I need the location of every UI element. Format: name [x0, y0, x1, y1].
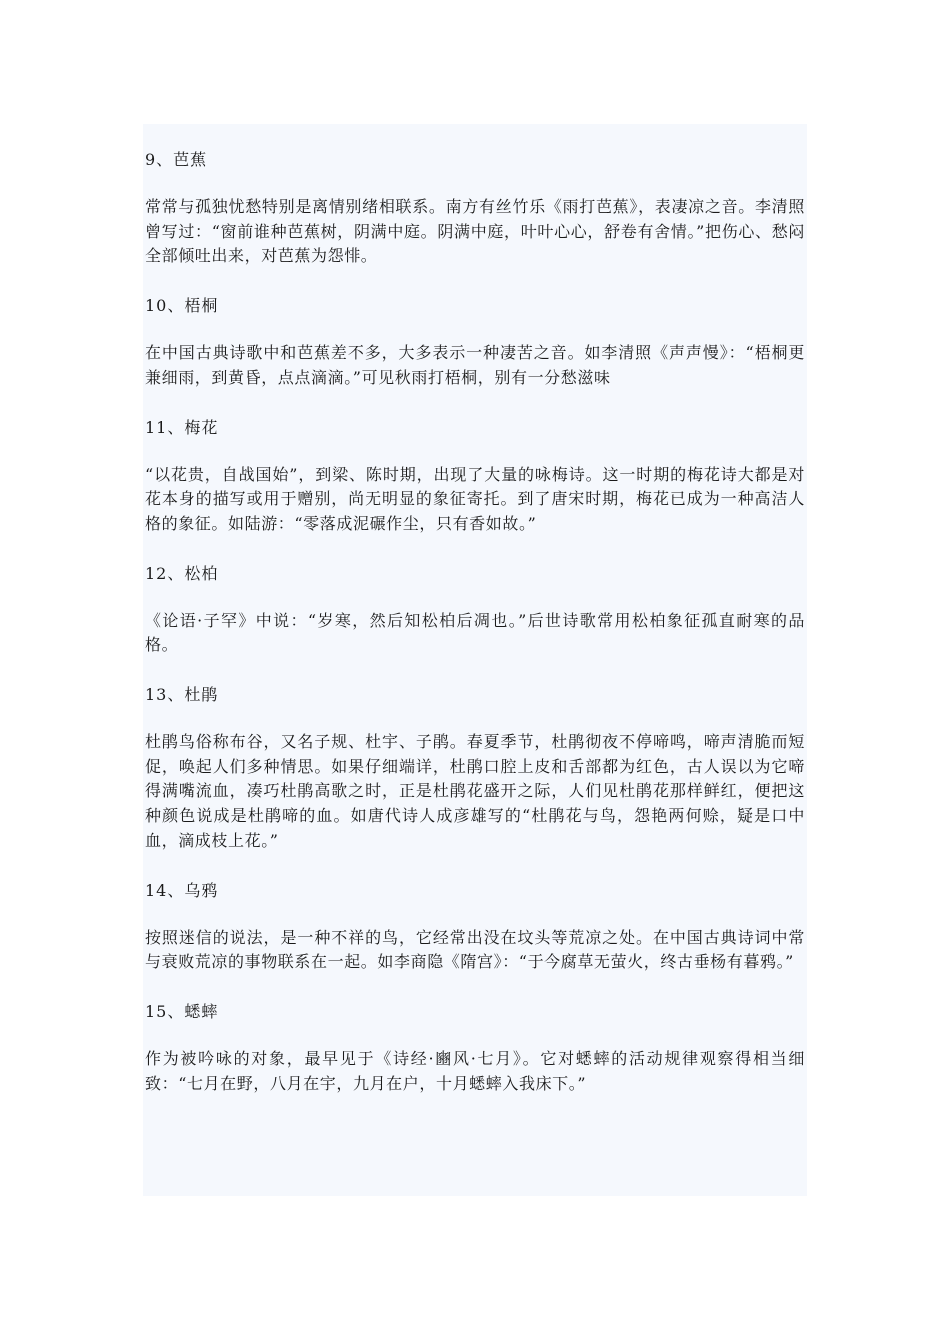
- section-body: 杜鹃鸟俗称布谷，又名子规、杜宇、子鹃。春夏季节，杜鹃彻夜不停啼鸣，啼声清脆而短促，唤起人们多种情思。如果仔细端详，杜鹃口腔上皮和舌部都为红色，古人误以为它啼得满嘴流血，凑巧杜鹃高歌之时，正是杜鹃花盛开之际，人们见杜鹃花那样鲜红，便把这种颜色说成是杜鹃啼的血。如唐代诗人成彦雄写的“杜鹃花与鸟，怨艳两何赊，疑是口中血，滴成枝上花。”: [145, 732, 805, 850]
- section-title: 10、梧桐: [145, 296, 219, 316]
- section-body: “以花贵，自战国始”，到梁、陈时期，出现了大量的咏梅诗。这一时期的梅花诗大都是对花本身的描写或用于赠别，尚无明显的象征寄托。到了唐宋时期，梅花已成为一种高洁人格的象征。如陆游：“零落成泥碾作尘，只有香如故。”: [145, 464, 805, 533]
- section-title: 9、芭蕉: [145, 150, 208, 169]
- section-songbai: [145, 561, 805, 658]
- section-body: 常常与孤独忧愁特别是离情别绪相联系。南方有丝竹乐《雨打芭蕉》，表凄凉之音。李清照曾写过：“窗前谁种芭蕉树，阴满中庭。阴满中庭，叶叶心心，舒卷有舍情。”把伤心、愁闷全部倾吐出来，对芭蕉为怨悱。: [145, 197, 805, 266]
- section-title: 15、蟋蟀: [145, 1001, 219, 1021]
- section-bajiao: [145, 147, 805, 269]
- section-wutong: [145, 293, 805, 390]
- section-meihua: [145, 415, 805, 537]
- section-body: 按照迷信的说法，是一种不祥的鸟，它经常出没在坟头等荒凉之处。在中国古典诗词中常与衰败荒凉的事物联系在一起。如李商隐《隋宫》：“于今腐草无萤火，终古垂杨有暮鸦。”: [145, 927, 805, 972]
- section-title: 14、乌鸦: [145, 880, 219, 900]
- section-body: 在中国古典诗歌中和芭蕉差不多，大多表示一种凄苦之音。如李清照《声声慢》：“梧桐更兼细雨，到黄昏，点点滴滴。”可见秋雨打梧桐，别有一分愁滋味: [145, 343, 805, 387]
- section-body: 作为被吟咏的对象，最早见于《诗经·豳风·七月》。它对蟋蟀的活动规律观察得相当细致：“七月在野，八月在宇，九月在户，十月蟋蟀入我床下。”: [145, 1048, 805, 1093]
- section-title: 11、梅花: [145, 417, 219, 437]
- section-wuya: [145, 878, 805, 975]
- section-body: 《论语·子罕》中说：“岁寒，然后知松柏后凋也。”后世诗歌常用松柏象征孤直耐寒的品格。: [145, 610, 805, 655]
- section-dujuan: [145, 682, 805, 854]
- document-content: [145, 147, 805, 1096]
- section-xishuai: [145, 999, 805, 1096]
- section-title: 13、杜鹃: [145, 685, 219, 705]
- section-title: 12、松柏: [145, 563, 219, 583]
